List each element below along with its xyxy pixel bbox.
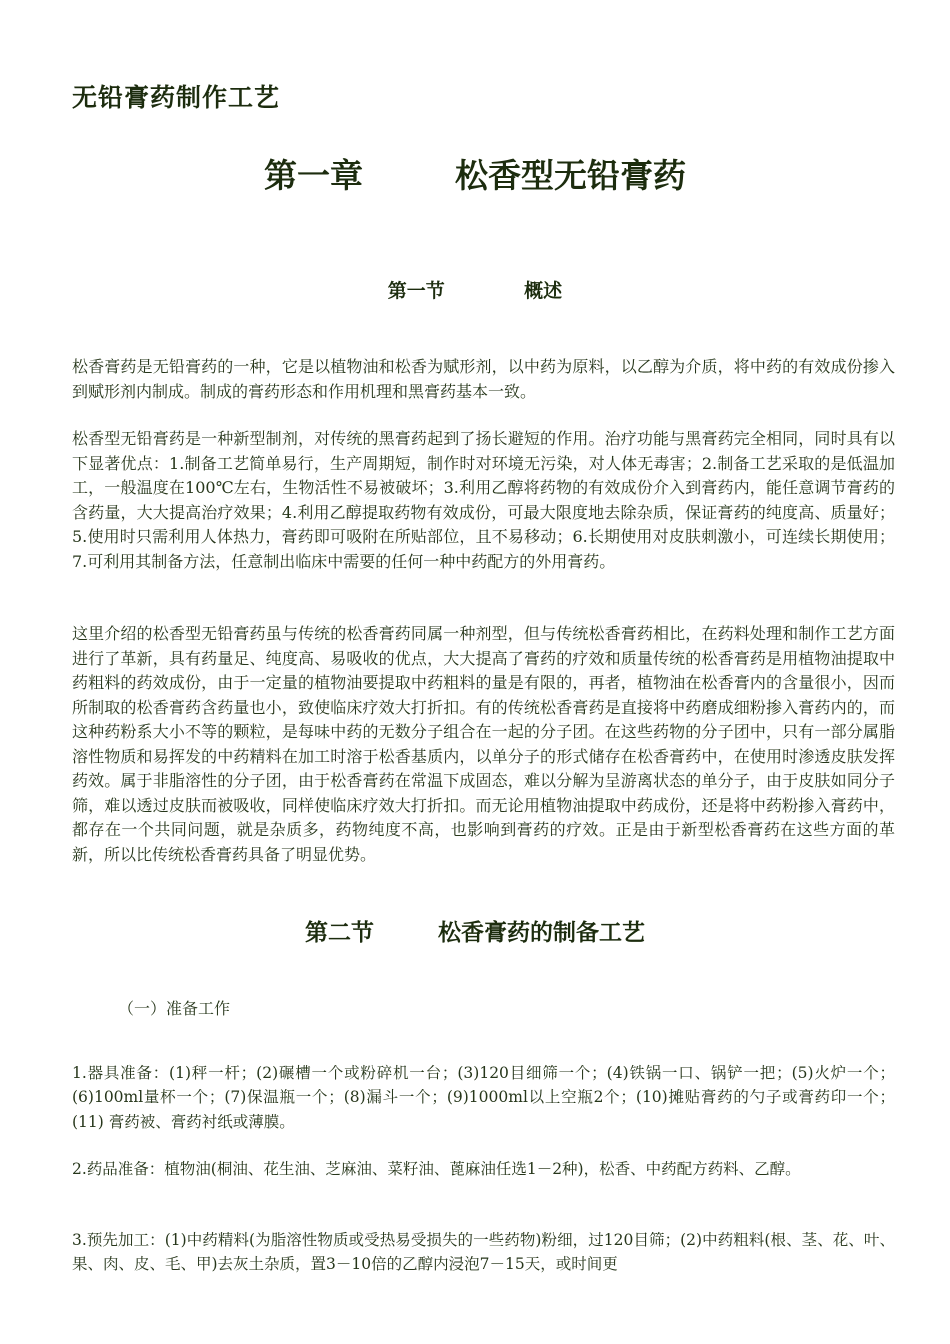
list-item-preprocessing: 3.预先加工：(1)中药精料(为脂溶性物质或受热易受损失的一些药物)粉细，过120目筛；(2)中药粗料(根、茎、花、叶、果、肉、皮、毛、甲)去灰土杂质，置3－10倍的乙醇内浸泡7－15天，或时间更: [72, 1230, 895, 1273]
section-heading-overview: 第一节 概述: [387, 280, 563, 302]
paragraph-advantages: 松香型无铅膏药是一种新型制剂，对传统的黑膏药起到了扬长避短的作用。治疗功能与黑膏药完全相同，同时具有以下显著优点：1.制备工艺简单易行，生产周期短，制作时对环境无污染，对人体无毒害；2.制备工艺采取的是低温加工，一般温度在100℃左右，生物活性不易被破坏；3.利用乙醇将药物的有效成份介入到膏药内，能任意调节膏药的含药量，大大提高治疗效果；4.利用乙醇提取药物有效成份，可最大限度地去除杂质，保证膏药的纯度高、质量好；5.使用时只需利用人体热力，膏药即可吸附在所贴部位，且不易移动；6.长期使用对皮肤刺激小，可连续长期使用；7.可利用其制备方法，任意制出临床中需要的任何一种中药配方的外用膏药。: [72, 429, 895, 571]
paragraph-intro: 松香膏药是无铅膏药的一种，它是以植物油和松香为赋形剂，以中药为原料，以乙醇为介质，将中药的有效成份掺入到赋形剂内制成。制成的膏药形态和作用机理和黑膏药基本一致。: [72, 357, 895, 401]
chapter-heading: 第一章 松香型无铅膏药: [264, 156, 686, 195]
list-item-materials: 2.药品准备：植物油(桐油、花生油、芝麻油、菜籽油、蓖麻油任选1－2种)，松香、中药配方药料、乙醇。: [72, 1159, 801, 1178]
list-item-equipment: 1.器具准备：(1)秤一杆；(2)碾槽一个或粉碎机一台；(3)120目细筛一个；(4)铁锅一口、锅铲一把；(5)火炉一个；(6)100ml量杯一个；(7)保温瓶一个；(8)漏斗一个；(9)1000ml以上空瓶2个；(10)摊贴膏药的勺子或膏药印一个； (11) 膏药被、膏药衬纸或薄膜。: [72, 1063, 895, 1131]
paragraph-comparison: 这里介绍的松香型无铅膏药虽与传统的松香膏药同属一种剂型，但与传统松香膏药相比，在药料处理和制作工艺方面进行了革新，具有药量足、纯度高、易吸收的优点，大大提高了膏药的疗效和质量传统的松香膏药是用植物油提取中药粗料的药效成份，由于一定量的植物油要提取中药粗料的量是有限的，再者，植物油在松香膏内的含量很小，因而所制取的松香膏药含药量也小，致使临床疗效大打折扣。有的传统松香膏药是直接将中药磨成细粉掺入膏药内的，而这种药粉系大小不等的颗粒，是每味中药的无数分子组合在一起的分子团。在这些药物的分子团中，只有一部分属脂溶性物质和易挥发的中药精料在加工时溶于松香基质内，以单分子的形式储存在松香膏药中，在使用时渗透皮肤发挥药效。属于非脂溶性的分子团，由于松香膏药在常温下成固态，难以分解为呈游离状态的单分子，由于皮肤如同分子筛，难以透过皮肤而被吸收，同样使临床疗效大打折扣。而无论用植物油提取中药成份，还是将中药粉掺入膏药中，都存在一个共同问题，就是杂质多，药物纯度不高，也影响到膏药的疗效。正是由于新型松香膏药在这些方面的革新，所以比传统松香膏药具备了明显优势。: [72, 624, 895, 864]
document-title: 无铅膏药制作工艺: [72, 83, 281, 112]
subheading-preparation-work: （一）准备工作: [118, 999, 231, 1018]
section-heading-preparation: 第二节 松香膏药的制备工艺: [304, 920, 646, 946]
